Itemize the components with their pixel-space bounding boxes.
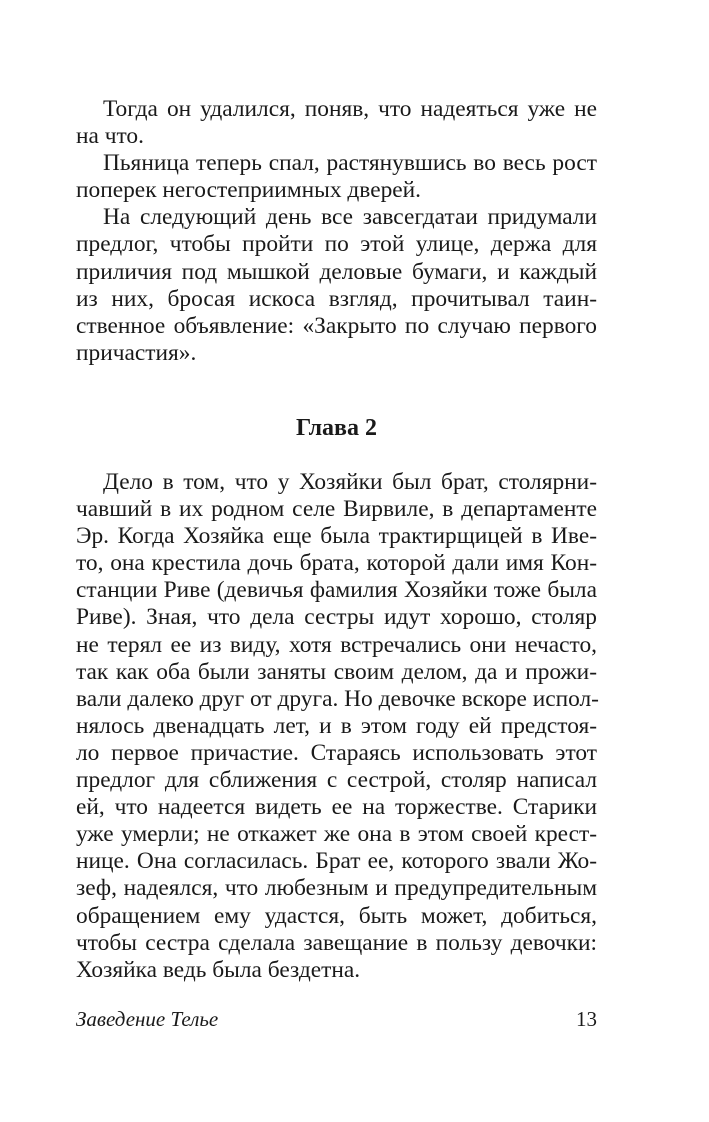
text-line: так как оба были заняты своим делом, да и прожи-: [76, 658, 597, 685]
text-line: вали далеко друг от друга. Но девочке вскоре испол-: [76, 685, 599, 712]
text-line: обращением ему удастся, быть может, добиться,: [76, 902, 597, 929]
text-line: поперек негостеприимных дверей.: [76, 177, 422, 204]
text-line: На следующий день все завсегдатаи придумали: [103, 204, 597, 231]
text-line: на что.: [76, 123, 144, 150]
page-number: 13: [576, 1007, 597, 1031]
text-line: зеф, надеялся, что любезным и предупредительным: [76, 875, 597, 902]
text-block-top: [76, 96, 597, 367]
text-line: Хозяйка ведь была бездетна.: [76, 956, 361, 983]
text-line: Пьяница теперь спал, растянувшись во весь рост: [103, 150, 597, 177]
text-line: Эр. Когда Хозяйка еще была трактирщицей в Иве-: [76, 523, 597, 550]
text-line: не терял ее из виду, хотя встречались они нечасто,: [76, 631, 597, 658]
text-line: Тогда он удалился, поняв, что надеяться уже не: [103, 96, 597, 122]
text-line: то, она крестила дочь брата, которой дали имя Кон-: [76, 550, 597, 577]
text-line: станции Риве (девичья фамилия Хозяйки тоже была: [76, 577, 597, 604]
text-line: уже умерли; не откажет же она в этом своей крест-: [76, 821, 597, 848]
text-line: приличия под мышкой деловые бумаги, и каждый: [76, 258, 597, 285]
text-block-chapter: [76, 469, 597, 984]
text-line: Риве). Зная, что дела сестры идут хорошо, столяр: [76, 604, 597, 631]
text-line: нице. Она согласилась. Брат ее, которого звали Жо-: [76, 848, 597, 875]
text-line: Дело в том, что у Хозяйки был брат, столярни-: [103, 469, 597, 495]
text-line: предлог, чтобы пройти по этой улице, держа для: [76, 231, 597, 258]
text-line: из них, бросая искоса взгляд, прочитывал таин-: [76, 285, 597, 312]
text-line: причастия».: [76, 339, 197, 366]
text-line: чтобы сестра сделала завещание в пользу девочки:: [76, 929, 597, 956]
chapter-heading: Глава 2: [296, 415, 377, 441]
text-line: нялось двенадцать лет, и в этом году ей предстоя-: [76, 712, 597, 739]
page-footer: [76, 1005, 597, 1033]
running-title: Заведение Телье: [76, 1007, 219, 1031]
text-line: предлог для сближения с сестрой, столяр написал: [76, 767, 597, 794]
text-line: ственное объявление: «Закрыто по случаю первого: [76, 312, 597, 339]
text-line: ло первое причастие. Стараясь использовать этот: [76, 739, 597, 766]
text-line: ей, что надеется видеть ее на торжестве. Старики: [76, 794, 597, 821]
text-line: чавший в их родном селе Вирвиле, в департаменте: [76, 496, 597, 523]
